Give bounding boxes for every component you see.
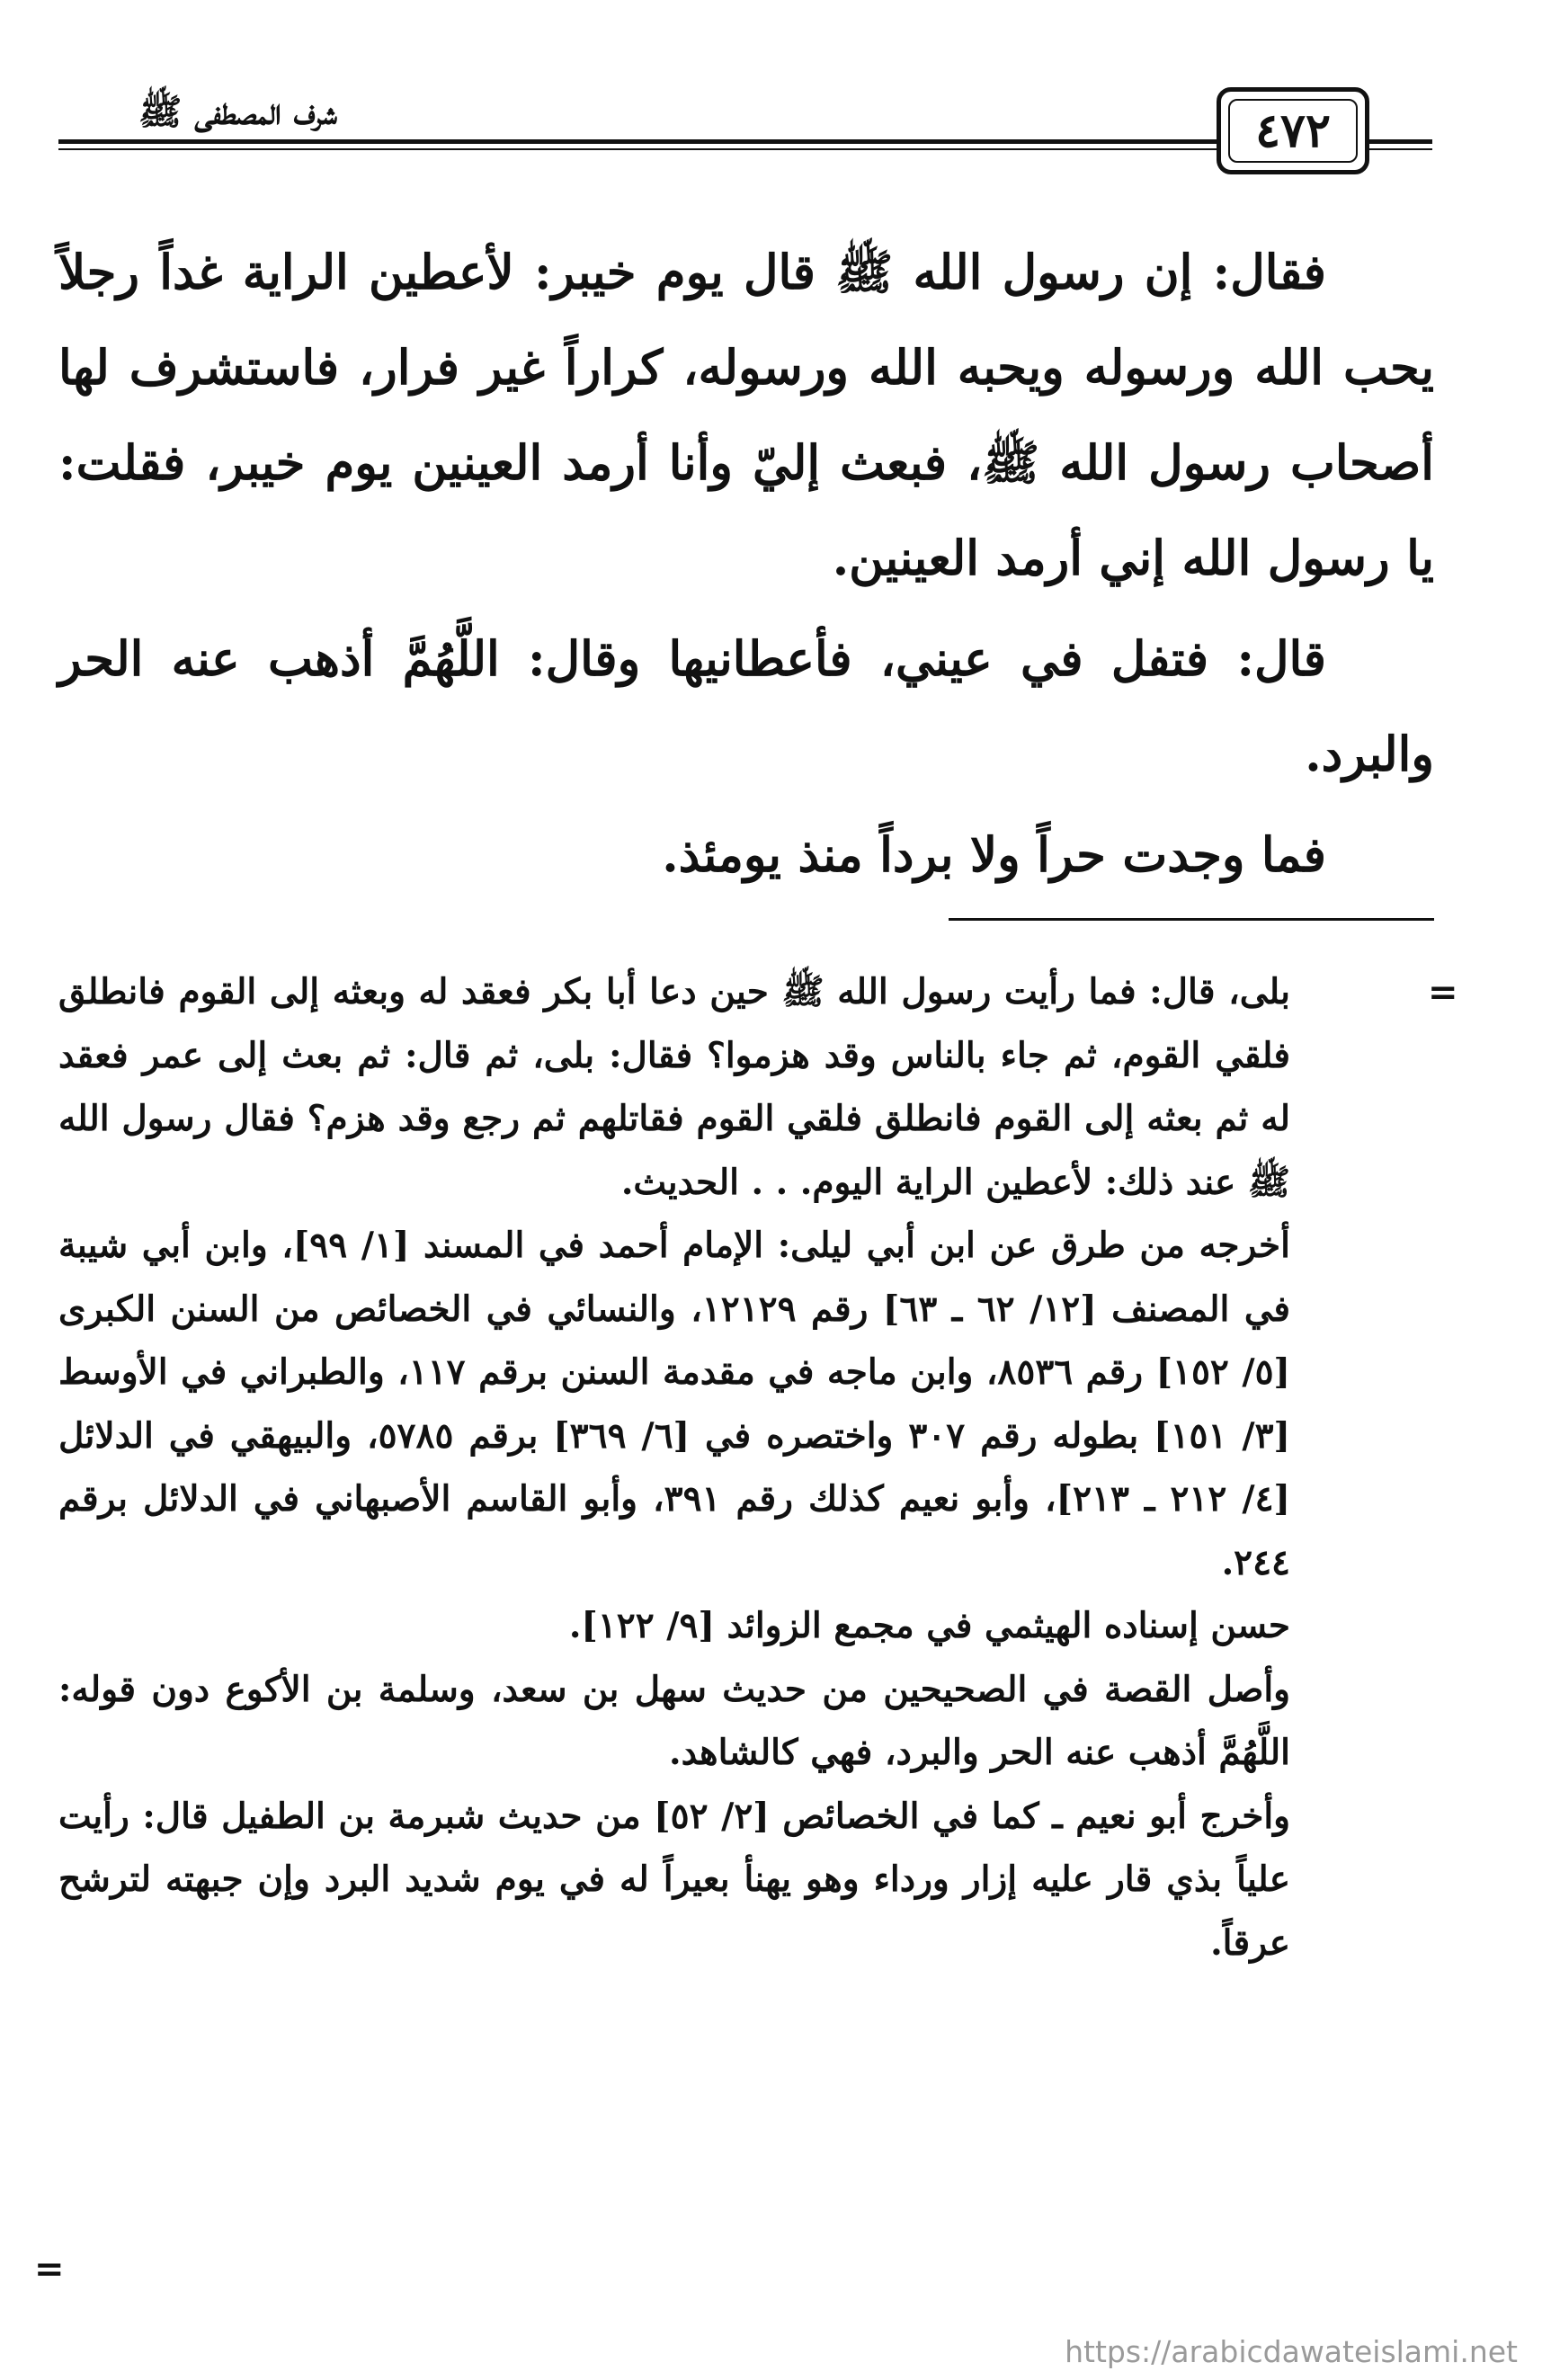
page-number-frame xyxy=(1217,87,1369,174)
main-paragraph: قال: فتفل في عيني، فأعطانيها وقال: اللَّهُمَّ أذهب عنه الحر والبرد. xyxy=(58,631,1434,782)
header-rule-right xyxy=(1369,139,1432,144)
footnote-paragraph: أخرجه من طرق عن ابن أبي ليلى: الإمام أحمد في المسند [١/ ٩٩]، وابن أبي شيبة في المصنف [١٢/ ٦٢ ـ ٦٣] رقم ١٢١٢٩، والنسائي في الخصائص من السنن الكبرى [٥/ ١٥٢] رقم ٨٥٣٦، وابن ماجه في مقدمة السنن برقم ١١٧، والطبراني في الأوسط [٣/ ١٥١] بطوله رقم ٣٠٧ واختصره في [٦/ ٣٦٩] برقم ٥٧٨٥، والبيهقي في الدلائل [٤/ ٢١٢ ـ ٢١٣]، وأبو نعيم كذلك رقم ٣٩١، وأبو القاسم الأصبهاني في الدلائل برقم ٢٤٤. xyxy=(58,1225,1291,1583)
footnote-separator xyxy=(949,918,1434,921)
page-number: ٤٧٢ xyxy=(1228,99,1358,163)
header-rule-right-thin xyxy=(1369,148,1432,150)
header-rule-left-thin xyxy=(58,148,1217,150)
footnotes xyxy=(58,960,1290,1974)
footnote-paragraph: وأصل القصة في الصحيحين من حديث سهل بن سعد، وسلمة بن الأكوع دون قوله: اللَّهُمَّ أذهب عنه الحر والبرد، فهي كالشاهد. xyxy=(58,1668,1290,1773)
footnote-end-mark: = xyxy=(34,2248,65,2290)
main-text xyxy=(58,225,1434,903)
watermark-url: https://arabicdawateislami.net xyxy=(1065,2334,1518,2369)
main-paragraph: فقال: إن رسول الله ﷺ قال يوم خيبر: لأعطين الراية غداً رجلاً يحب الله ورسوله ويحبه الله ورسوله، كراراً غير فرار، فاستشرف لها أصحاب رسول الله ﷺ، فبعث إليّ وأنا أرمد العينين يوم خيبر، فقلت: يا رسول الله إني أرمد العينين. xyxy=(58,245,1434,586)
footnote-continuation-mark: = xyxy=(1428,971,1458,1013)
running-header-title: شرف المصطفى ﷺ xyxy=(138,91,337,133)
footnote-paragraph: حسن إسناده الهيثمي في مجمع الزوائد [٩/ ١٢٢]. xyxy=(568,1605,1290,1646)
footnote-paragraph: وأخرج أبو نعيم ـ كما في الخصائص [٢/ ٥٢] من حديث شبرمة بن الطفيل قال: رأيت علياً بذي قار عليه إزار ورداء وهو يهنأ بعيراً له في يوم شديد البرد وإن جبهته لترشح عرقاً. xyxy=(58,1795,1290,1964)
header-rule-left xyxy=(58,139,1217,144)
footnote-paragraph: بلى، قال: فما رأيت رسول الله ﷺ حين دعا أبا بكر فعقد له وبعثه إلى القوم فانطلق فلقي القوم، ثم جاء بالناس وقد هزموا؟ فقال: بلى، ثم قال: ثم بعث إلى عمر فعقد له ثم بعثه إلى القوم فانطلق فلقي القوم فقاتلهم ثم رجع وقد هزم؟ فقال رسول الله ﷺ عند ذلك: لأعطين الراية اليوم. . . الحديث. xyxy=(58,971,1290,1203)
main-paragraph: فما وجدت حراً ولا برداً منذ يومئذ. xyxy=(662,827,1326,883)
